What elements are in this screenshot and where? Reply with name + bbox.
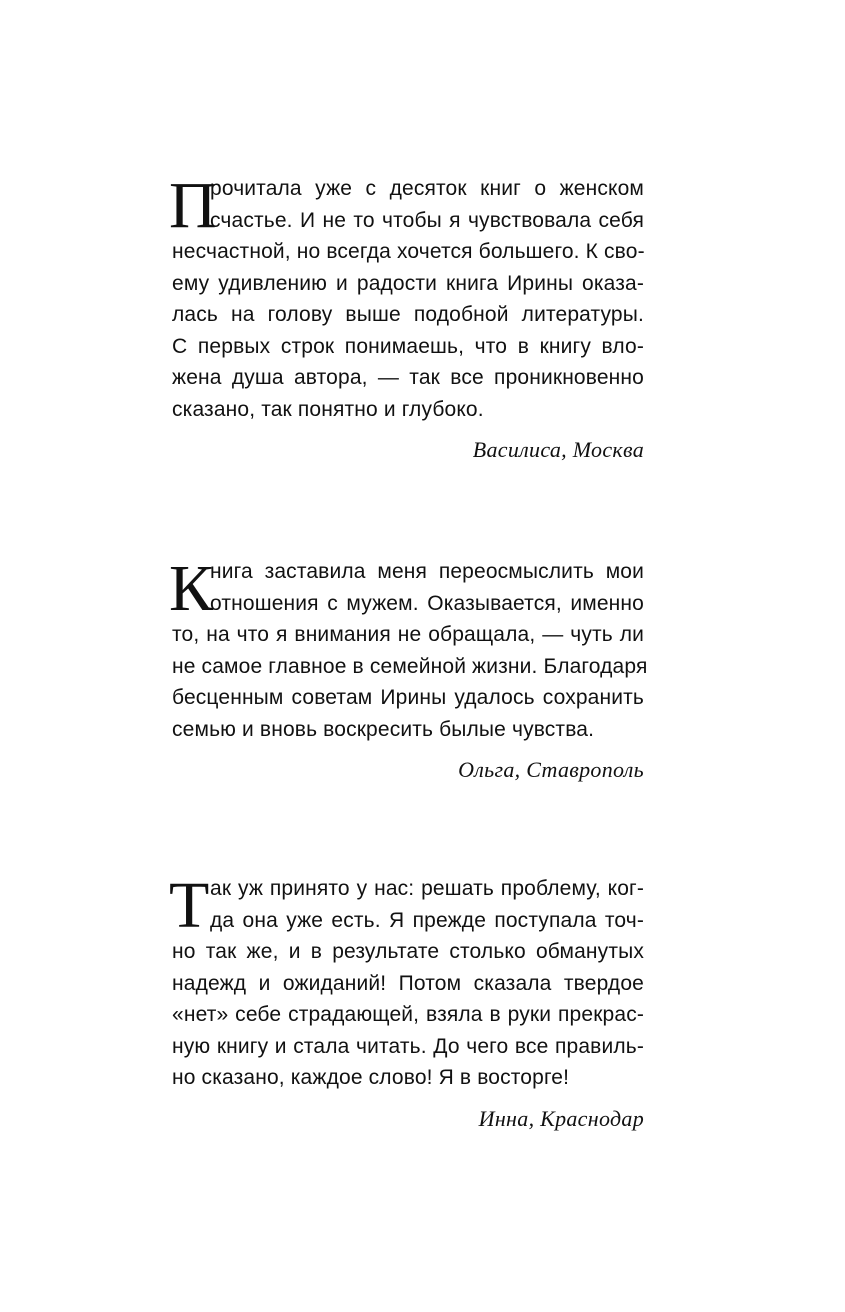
text-line: семью и вновь воскресить былые чувства.	[172, 717, 595, 741]
text-line: счастье. И не то чтобы я чувствовала себя	[210, 208, 644, 232]
testimonial-text	[169, 869, 644, 1094]
text-line: рочитала уже с десяток книг о женском	[210, 177, 644, 200]
text-line: но так же, и в результате столько обманутых	[172, 940, 644, 963]
testimonial-text	[169, 552, 648, 745]
text-line: сказано, так понятно и глубоко.	[172, 397, 484, 421]
text-line: да она уже есть. Я прежде поступала точ-	[210, 908, 644, 932]
testimonial-text	[169, 169, 645, 425]
text-line: нига заставила меня переосмыслить мои	[210, 560, 644, 583]
drop-cap: К	[169, 552, 214, 625]
text-line: ак уж принято у нас: решать проблему, ког-	[210, 877, 644, 900]
text-line: жена душа автора, — так все проникновенно	[172, 366, 644, 389]
drop-cap: П	[169, 169, 217, 242]
text-line: отношения с мужем. Оказывается, именно	[210, 591, 644, 615]
testimonial-2	[169, 552, 648, 785]
text-line: не самое главное в семейной жизни. Благодаря	[172, 654, 648, 678]
signature: Инна, Краснодар	[478, 1105, 644, 1131]
signature: Василиса, Москва	[472, 437, 644, 462]
text-line: несчастной, но всегда хочется большего. К сво-	[172, 240, 645, 263]
drop-cap: Т	[169, 869, 210, 942]
text-line: «нет» себе страдающей, взяла в руки прекрас-	[172, 1003, 644, 1026]
text-line: ную книгу и стала читать. До чего все правиль-	[172, 1034, 644, 1058]
text-line: надежд и ожиданий! Потом сказала твердое	[172, 971, 644, 995]
testimonial-3	[169, 869, 644, 1134]
signature: Ольга, Ставрополь	[458, 757, 644, 782]
text-line: бесценным советам Ирины удалось сохранить	[172, 686, 644, 709]
text-line: С первых строк понимаешь, что в книгу вло-	[172, 334, 644, 358]
text-line: лась на голову выше подобной литературы.	[172, 303, 644, 326]
testimonial-1	[169, 169, 645, 465]
text-line: ему удивлению и радости книга Ирины оказа-	[172, 271, 644, 295]
text-line: то, на что я внимания не обращала, — чуть ли	[172, 623, 644, 646]
text-line: но сказано, каждое слово! Я в восторге!	[172, 1066, 570, 1089]
